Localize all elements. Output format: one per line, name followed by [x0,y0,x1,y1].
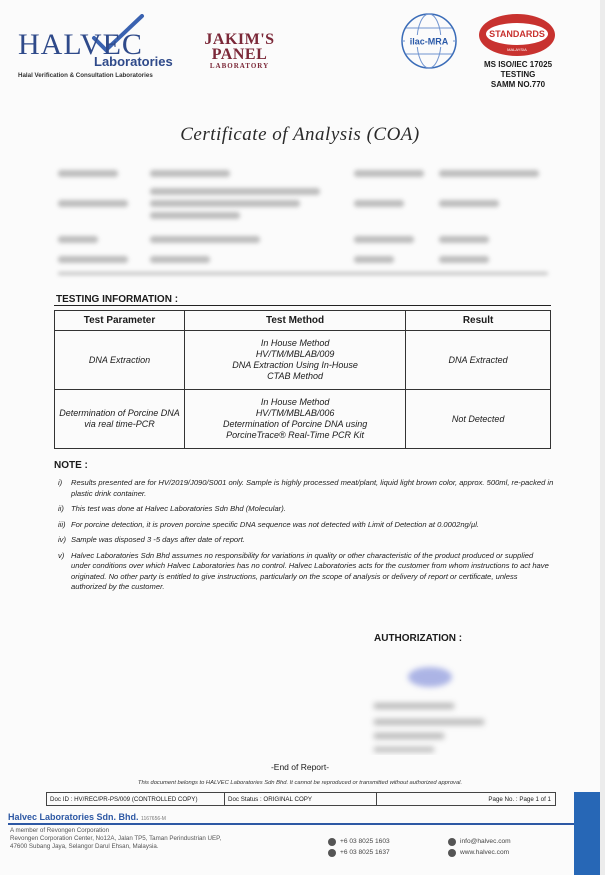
table-row [55,331,551,390]
standards-text: STANDARDS [489,29,545,39]
test-method-cell [184,390,405,449]
test-results-table [54,310,551,449]
standards-sub-text: MALAYSIA [507,47,527,52]
address-line: Revongen Corporation Center, No12A, Jalan TP5, Taman Perindustrian UEP, [10,835,222,842]
jakim-line-1: JAKIM'S [204,31,275,48]
email-address[interactable]: info@halvec.com [460,838,511,845]
address-line: A member of Revongen Corporation [10,827,110,834]
phone-contacts [328,836,390,858]
address-line: 47600 Subang Jaya, Selangor Darul Ehsan, Malaysia. [10,843,159,850]
note-text: Sample was disposed 3 -5 days after date of report. [71,535,245,544]
footer-accent-bar [574,792,600,875]
method-line: In House Method [260,397,330,407]
test-parameter-cell: DNA Extraction [55,331,185,390]
doc-status: Doc Status : ORIGINAL COPY [225,793,377,805]
footer-divider [8,823,574,825]
method-line: HV/TM/MBLAB/009 [255,349,335,359]
method-line: DNA Extraction Using In-House [232,360,358,370]
method-line: Determination of Porcine DNA using [222,419,368,429]
halvec-wordmark: HALVEC [18,28,143,61]
jakim-line-2: PANEL [211,46,268,63]
website-row [448,847,511,858]
company-name-text: Halvec Laboratories Sdn. Bhd. [8,812,139,822]
header-test-parameter: Test Parameter [55,311,185,331]
ilac-mra-logo [400,12,458,70]
document-control-row [46,792,556,806]
jakim-line-3: LABORATORY [209,62,270,70]
halvec-laboratories-text: Laboratories [94,54,173,69]
header-result: Result [406,311,551,331]
notes-list [54,478,554,598]
jakim-panel-logo [192,32,287,71]
email-row [448,836,511,847]
accreditation-number: SAMM NO.770 [490,80,546,89]
list-item [54,520,554,531]
company-reg-number: 1167656-M [141,816,166,822]
phone-number: +6 03 8025 1603 [340,838,390,845]
list-item [54,504,554,515]
result-cell: Not Detected [406,390,551,449]
authorization-heading: AUTHORIZATION : [374,633,463,644]
list-item [54,535,554,546]
fax-icon [328,849,336,857]
redacted-client-details [54,160,554,282]
note-text: For porcine detection, it is proven porcine specific DNA sequence was not detected with Limit of Detection at 0.0002ng/µl. [71,519,480,529]
section-divider [54,305,551,306]
method-line: PorcineTrace® Real-Time PCR Kit [226,430,365,440]
result-cell: DNA Extracted [406,331,551,390]
ilac-text: ilac-MRA [409,36,449,47]
list-item [54,551,554,593]
testing-information-heading: TESTING INFORMATION : [56,294,179,305]
doc-id: Doc ID : HV/REC/PR-PS/009 (CONTROLLED COPY) [47,793,225,805]
page-number: Page No. : Page 1 of 1 [488,795,551,803]
method-line: CTAB Method [267,371,324,381]
redacted-signature [360,655,540,755]
accreditation-info [470,60,566,90]
header-test-method: Test Method [184,311,405,331]
note-number: iii) [58,519,66,529]
end-of-report: -End of Report- [270,762,330,772]
email-icon [448,838,456,846]
note-heading: NOTE : [54,460,88,471]
ownership-disclaimer: This document belongs to HALVEC Laboratories Sdn Bhd. It cannot be reproduced or transmitted without authorized approval. [137,780,463,786]
test-parameter-cell: Determination of Porcine DNA via real time-PCR [55,390,185,449]
note-number: ii) [58,504,64,513]
document-title: Certificate of Analysis (COA) [180,124,420,145]
note-number: iv) [58,535,67,544]
note-text: Results presented are for HV/2019/J090/S001 only. Sample is highly processed meat/plant, liquid light brown color, approx. 500ml, re-packed in plastic drink container. [71,478,554,498]
test-method-cell [184,331,405,390]
table-row [55,390,551,449]
note-text: Halvec Laboratories Sdn Bhd assumes no responsibility for variations in quality or other characteristic of the product produced or supplied under conditions over which Halvec Laboratories has no control. Halvec Laboratories acts for the customer from whom instructions to act have originated. No other party is entitled to give instructions, particularly on the scope of analysis or delivery of report or certificate, unless authorized by the customer. [71,550,549,591]
note-number: i) [58,478,63,487]
halvec-logo [18,14,188,84]
accreditation-standard: MS ISO/IEC 17025 [483,60,553,69]
phone-row [328,836,390,847]
website-link[interactable]: www.halvec.com [460,849,510,856]
table-header-row [55,311,551,331]
list-item [54,478,554,499]
phone-icon [328,838,336,846]
globe-icon [448,849,456,857]
accreditation-type: TESTING [500,70,536,79]
company-address [10,827,221,851]
note-text: This test was done at Halvec Laboratories Sdn Bhd (Molecular). [71,504,286,513]
company-name [8,812,166,822]
note-number: v) [58,550,65,560]
standards-malaysia-logo [476,12,558,62]
method-line: In House Method [260,338,330,348]
fax-number: +6 03 8025 1637 [340,849,390,856]
halvec-tagline: Halal Verification & Consultation Laboratories [18,72,153,79]
method-line: HV/TM/MBLAB/006 [255,408,335,418]
web-contacts [448,836,511,858]
fax-row [328,847,390,858]
